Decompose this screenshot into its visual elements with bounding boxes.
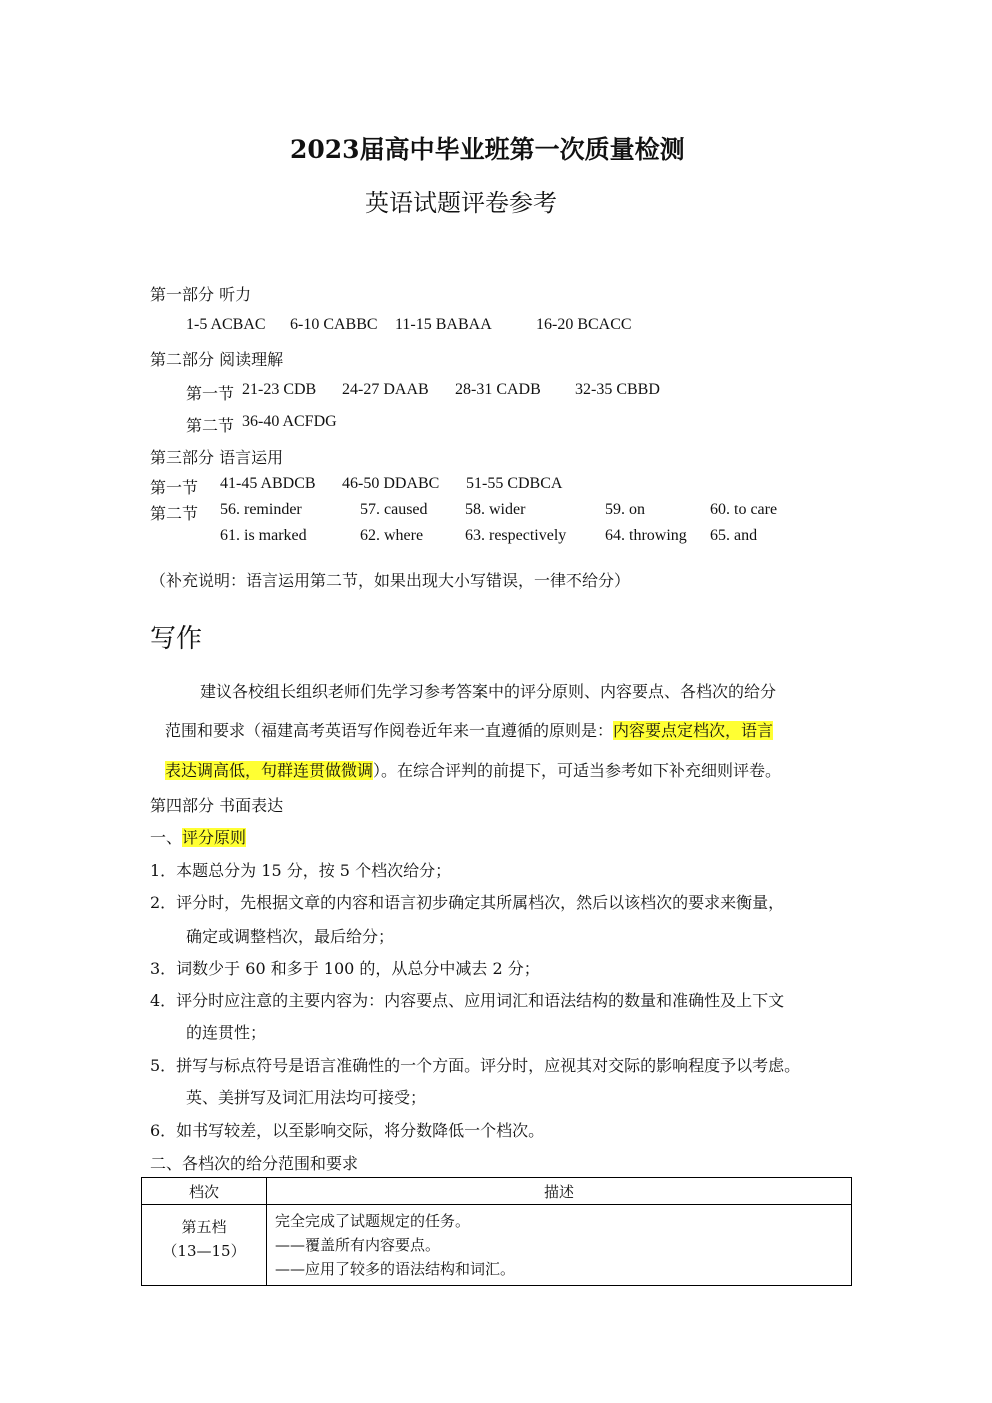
fill-answer: 63. respectively xyxy=(465,527,567,544)
highlighted-principle: 表达调高低，句群连贯做微调 xyxy=(165,761,374,780)
rule-item: 5．拼写与标点符号是语言准确性的一个方面。评分时，应视其对交际的影响程度予以考虑。 xyxy=(150,1056,801,1075)
fill-answer: 57. caused xyxy=(360,501,428,518)
rule-item: 2．评分时，先根据文章的内容和语言初步确定其所属档次，然后以该档次的要求来衡量， xyxy=(150,893,785,912)
rule-item: 6．如书写较差，以至影响交际，将分数降低一个档次。 xyxy=(150,1121,545,1140)
rule-item: 1．本题总分为 15 分，按 5 个档次给分； xyxy=(150,861,452,880)
document-subtitle: 英语试题评卷参考 xyxy=(365,189,557,217)
grades-heading: 二、各档次的给分范围和要求 xyxy=(150,1154,359,1173)
part3-note: （补充说明：语言运用第二节，如果出现大小写错误，一律不给分） xyxy=(150,571,631,590)
part3-answer: 46-50 DDABC xyxy=(342,475,440,492)
fill-answer: 64. throwing xyxy=(605,527,687,544)
writing-paragraph-line xyxy=(165,758,781,781)
fill-answer: 60. to care xyxy=(710,501,778,518)
grading-table xyxy=(141,1177,852,1286)
fill-answer: 61. is marked xyxy=(220,527,307,544)
description-line: 完全完成了试题规定的任务。 xyxy=(275,1212,471,1230)
part1-answer: 1-5 ACBAC xyxy=(186,316,266,333)
part3-heading: 第三部分 语言运用 xyxy=(150,448,284,467)
rule-item-continuation: 确定或调整档次，最后给分； xyxy=(186,927,395,946)
part2-answer: 32-35 CBBD xyxy=(575,381,660,398)
fill-answer: 62. where xyxy=(360,527,424,544)
part2-section2-answer: 36-40 ACFDG xyxy=(242,413,337,430)
part2-heading: 第二部分 阅读理解 xyxy=(150,350,284,369)
part3-answer: 41-45 ABDCB xyxy=(220,475,316,492)
description-line: ——覆盖所有内容要点。 xyxy=(275,1236,441,1254)
table-header-level: 档次 xyxy=(142,1178,267,1205)
principles-prefix: 一、 xyxy=(150,828,183,847)
description-line: ——应用了较多的语法结构和词汇。 xyxy=(275,1260,516,1278)
fill-answer: 65. and xyxy=(710,527,758,544)
writing-paragraph-text: ）。在综合评判的前提下，可适当参考如下补充细则评卷。 xyxy=(373,761,782,780)
part1-heading: 第一部分 听力 xyxy=(150,285,252,304)
principles-heading xyxy=(150,825,246,848)
part3-section1-label: 第一节 xyxy=(150,478,199,497)
part4-heading: 第四部分 书面表达 xyxy=(150,796,284,815)
writing-paragraph-line xyxy=(165,718,773,741)
rule-item: 4．评分时应注意的主要内容为：内容要点、应用词汇和语法结构的数量和准确性及上下文 xyxy=(150,991,785,1010)
highlighted-principle: 内容要点定档次，语言 xyxy=(613,721,774,740)
table-row xyxy=(142,1205,852,1286)
level-name: 第五档 xyxy=(181,1218,227,1236)
table-header-description: 描述 xyxy=(267,1178,852,1205)
description-cell xyxy=(267,1205,852,1286)
writing-paragraph-text: 范围和要求（福建高考英语写作阅卷近年来一直遵循的原则是： xyxy=(165,721,614,740)
rule-item-continuation: 英、美拼写及词汇用法均可接受； xyxy=(186,1088,427,1107)
part2-section2-label: 第二节 xyxy=(186,416,235,435)
part1-answer: 11-15 BABAA xyxy=(395,316,492,333)
rule-item-continuation: 的连贯性； xyxy=(186,1023,267,1042)
fill-answer: 56. reminder xyxy=(220,501,302,518)
document-title: 2023届高中毕业班第一次质量检测 xyxy=(290,135,685,164)
level-score-range: （13—15） xyxy=(162,1242,246,1260)
rule-item: 3．词数少于 60 和多于 100 的，从总分中减去 2 分； xyxy=(150,959,540,978)
part3-section2-label: 第二节 xyxy=(150,504,199,523)
part2-answer: 28-31 CADB xyxy=(455,381,541,398)
part1-answer: 6-10 CABBC xyxy=(290,316,378,333)
writing-paragraph-line: 建议各校组长组织老师们先学习参考答案中的评分原则、内容要点、各档次的给分 xyxy=(200,682,777,701)
table-header-row xyxy=(142,1178,852,1205)
part2-answer: 24-27 DAAB xyxy=(342,381,429,398)
principles-title: 评分原则 xyxy=(182,828,247,847)
part1-answer: 16-20 BCACC xyxy=(536,316,632,333)
writing-heading: 写作 xyxy=(150,624,203,654)
part2-answer: 21-23 CDB xyxy=(242,381,317,398)
part2-section1-label: 第一节 xyxy=(186,384,235,403)
level-cell xyxy=(142,1205,267,1286)
fill-answer: 58. wider xyxy=(465,501,526,518)
fill-answer: 59. on xyxy=(605,501,645,518)
part3-answer: 51-55 CDBCA xyxy=(466,475,563,492)
